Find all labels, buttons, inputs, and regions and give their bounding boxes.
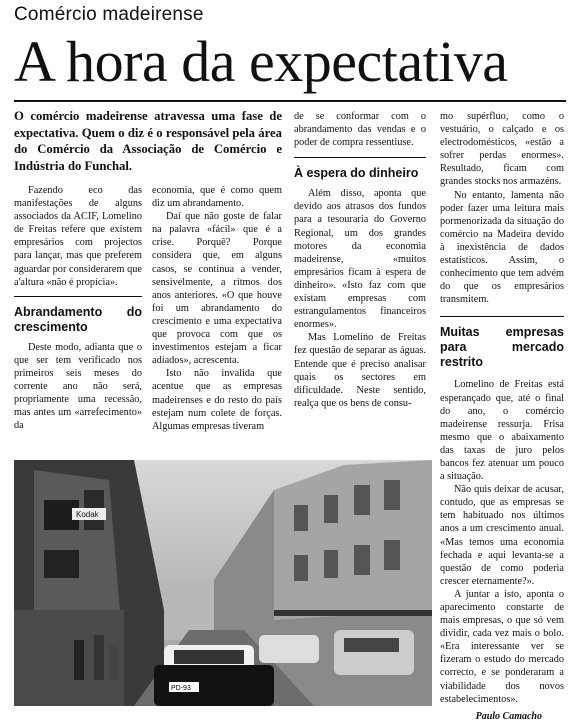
paragraph: Mas Lomelino de Freitas fez questão de separar as águas. Entende que é preciso analisar quais os sectores em dificuldade. Neste sentido, realça que os bens de consu- (294, 332, 426, 409)
paragraph: Isto não invalida que acentue que as empresas madeirenses e do resto do país estejam num colete de forças. Algumas empresas tiveram (152, 368, 282, 432)
lead-paragraph: O comércio madeirense atravessa uma fase de expectativa. Quem o diz é o responsável pela área do Comércio da Associação de Comércio e Indústria do Funchal. (14, 109, 282, 173)
paragraph: Daí que não goste de falar na palavra «fácil» que é a crise. Porquê? Porque considera que, em alguns casos, se continua a vender, sensivelmente, a ritmos dos anos anteriores. «O que houve foi um abrandamento do crescimento e uma expectativa que provoca com que os investimentos estejam a ficar adiados», acrescenta. (152, 211, 282, 367)
shop-sign-text: Kodak (76, 510, 99, 519)
license-plate: PD-93 (171, 685, 191, 692)
paragraph: Além disso, aponta que devido aos atrasos dos fundos para a tesouraria do Governo Regional, um dos grandes motores da economia madeirense, «muitos empresários ficam à espera de dinheiro». «Isto faz com que existam empresas com estrangulamentos financeiros enormes». (294, 188, 426, 331)
column-2 (152, 184, 282, 433)
column-1 (14, 184, 142, 432)
subhead-espera: À espera do dinheiro (294, 157, 426, 181)
paragraph: mo supérfluo, como o vestuário, o calçado e os electrodomésticos, «estão a sofrer perdas enormes». Resultado, ficam com grandes stocks nos armazéns. (440, 111, 564, 188)
headline: A hora da expectativa (14, 29, 508, 94)
photo-credit: Paulo Camacho (475, 711, 542, 722)
column-3 (294, 110, 426, 410)
paragraph: Não quis deixar de acusar, contudo, que as empresas se tem habituado nos últimos anos a um crescimento anual. «Mas temos uma economia fechada e aqui levanta-se a questão de como poderia crescer eternamente?». (440, 484, 564, 587)
paragraph: No entanto, lamenta não poder fazer uma leitura mais pormenorizada da situação do comércio na Madeira devido à inexistência de dados estatísticos. Assim, o conhecimento que tem advém do que os empresários transmitem. (440, 189, 564, 306)
street-photo (14, 460, 432, 706)
paragraph: Lomelino de Freitas está esperançado que, até o final do ano, o comércio madeirense ressurja. Frisa mesmo que o abaixamento das taxas de juro pelos bancos fez atenuar um pouco a situação. (440, 379, 564, 483)
section-kicker: Comércio madeirense (14, 4, 204, 25)
paragraph: Fazendo eco das manifestações de alguns associados da ACIF, Lomelino de Freitas refere que existem empresários com projectos para lançar, mas que preferem aguardar por considerarem que a'altura «não é propícia». (14, 185, 142, 288)
paragraph: economia, que é como quem diz um abrandamento. (152, 185, 282, 210)
paragraph: de se conformar com o abrandamento das vendas e o poder de compra ressentiuse. (294, 111, 426, 149)
paragraph: A juntar a isto, aponta o aparecimento constarte de mais empresas, o que só vem dividir, cada vez mais o bolo. «Era interessante ver se fizeram o estudo do mercado correcto, e se ponderaram a viabilidade dos novos estabelecimentos». (440, 588, 564, 705)
headline-rule (14, 100, 566, 102)
paragraph: Deste modo, adianta que o que ser tem verificado nos primeiros seis meses do corrente ano não será, propriamente uma recessão, mas antes um «arrefecimento» da (14, 341, 142, 432)
subhead-muitas-empresas: Muitas empresas para mercado restrito (440, 316, 564, 370)
subhead-abrandamento: Abrandamento do crescimento (14, 296, 142, 335)
column-4 (440, 110, 564, 706)
